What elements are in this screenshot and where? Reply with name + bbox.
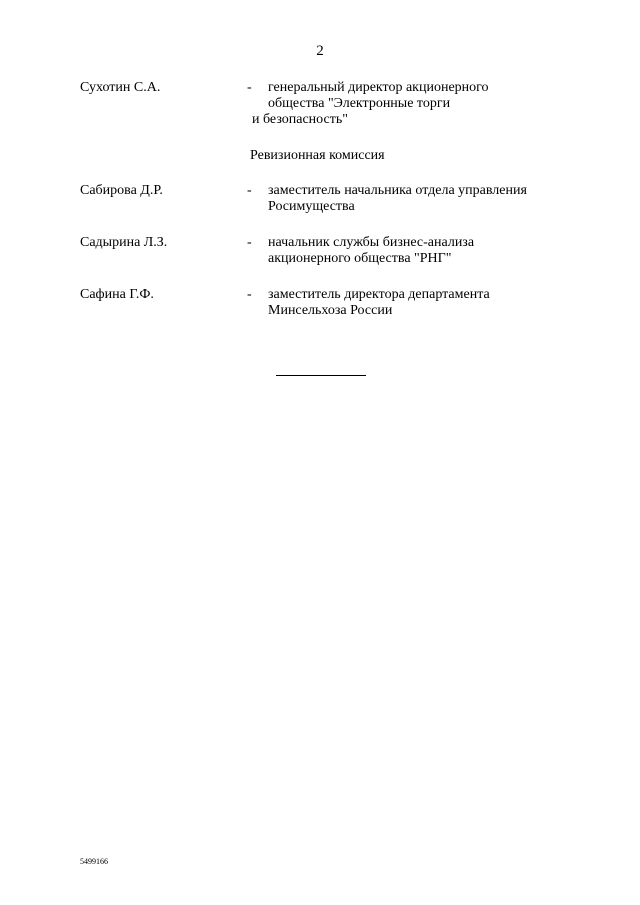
document-code: 5499166 — [80, 857, 108, 866]
member-position — [268, 235, 568, 267]
member-name: Сабирова Д.Р. — [80, 183, 163, 198]
dash-separator: - — [247, 80, 252, 95]
position-line: заместитель начальника отдела управления — [268, 183, 527, 198]
position-line: начальник службы бизнес-анализа — [268, 235, 475, 250]
position-line: Росимущества — [268, 199, 355, 214]
dash-separator: - — [247, 235, 252, 250]
member-position — [268, 287, 568, 319]
member-position — [268, 183, 568, 215]
position-line: заместитель директора департамента — [268, 287, 490, 302]
member-name: Сухотин С.А. — [80, 80, 161, 95]
position-line: акционерного общества "РНГ" — [268, 251, 452, 266]
dash-separator: - — [247, 183, 252, 198]
dash-separator: - — [247, 287, 252, 302]
position-line: Минсельхоза России — [268, 303, 393, 318]
position-line: общества "Электронные торги — [268, 96, 451, 111]
position-line: генеральный директор акционерного — [268, 80, 489, 95]
end-rule-divider — [276, 375, 366, 376]
page-number: 2 — [316, 43, 324, 59]
member-name: Сафина Г.Ф. — [80, 287, 154, 302]
member-name: Садырина Л.З. — [80, 235, 168, 250]
position-line: и безопасность" — [252, 112, 348, 127]
section-heading: Ревизионная комиссия — [250, 148, 385, 163]
member-position — [252, 80, 568, 128]
